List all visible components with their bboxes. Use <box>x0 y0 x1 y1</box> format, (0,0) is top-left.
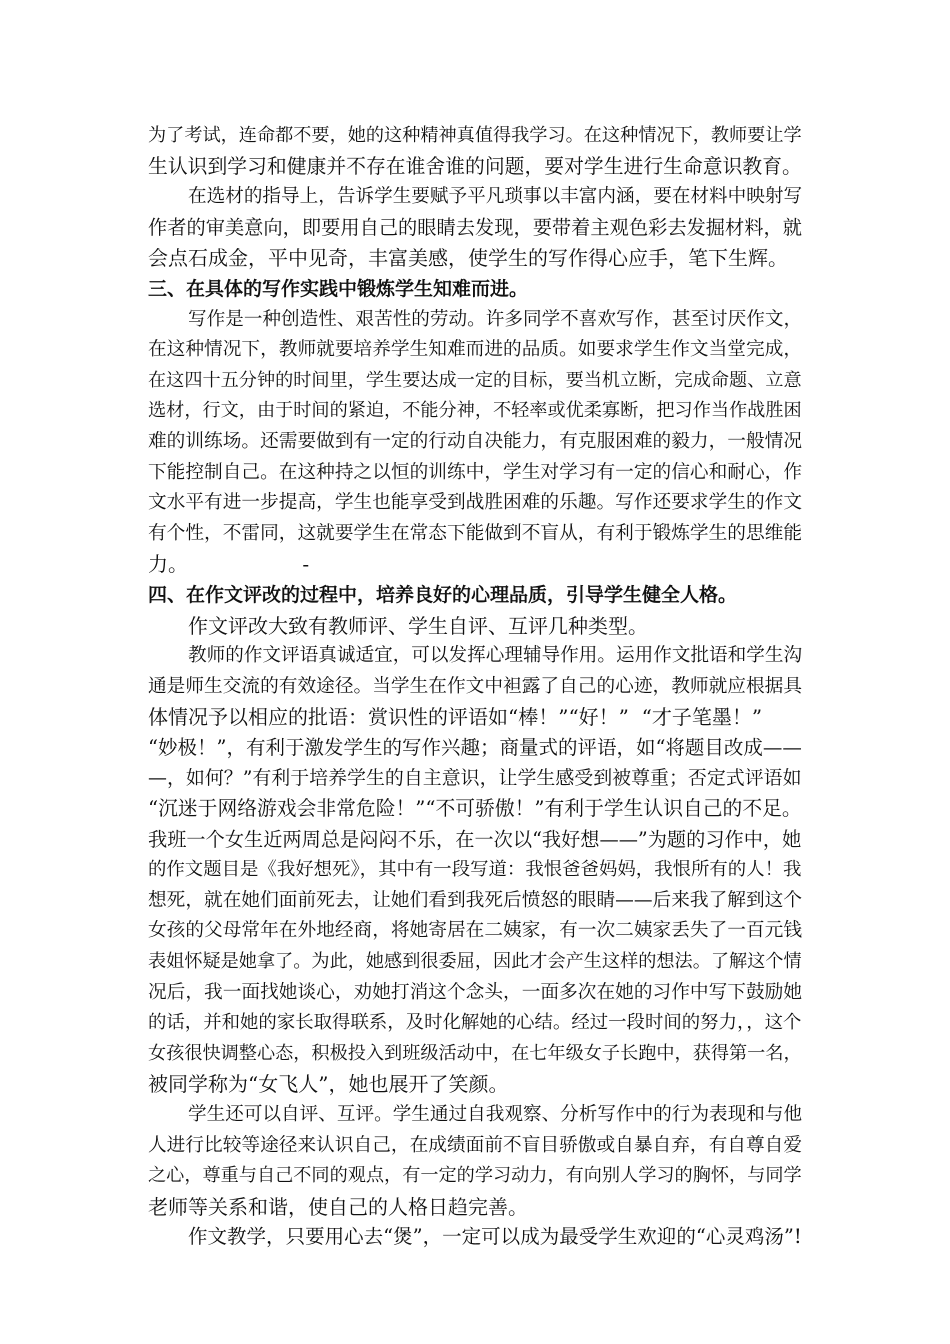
text-line: 女孩很快调整心态，积极投入到班级活动中，在七年级女子长跑中，获得第一名， <box>148 1042 802 1064</box>
text-line: 老师等关系和谐，使自己的人格日趋完善。 <box>148 1194 528 1219</box>
text-line: 通是师生交流的有效途径。当学生在作文中袒露了自己的心迹，教师就应根据具 <box>148 675 802 697</box>
text-line: 作文评改大致有教师评、学生自评、互评几种类型。 <box>188 613 648 638</box>
text-line: 教师的作文评语真诚适宜，可以发挥心理辅导作用。运用作文批语和学生沟 <box>188 645 802 667</box>
text-line: 在选材的指导上，告诉学生要赋予平凡琐事以丰富内涵，要在材料中映射写 <box>188 186 802 208</box>
text-line: 之心，尊重与自己不同的观点，有一定的学习动力，有向别人学习的胸怀，与同学 <box>148 1165 802 1187</box>
text-line: 况后，我一面找她谈心，劝她打消这个念头，一面多次在她的习作中写下鼓励她 <box>148 981 802 1003</box>
section-heading: 四、在作文评改的过程中，培养良好的心理品质，引导学生健全人格。 <box>148 583 738 606</box>
section-heading: 三、在具体的写作实践中锻炼学生知难而进。 <box>148 277 529 300</box>
text-line: 下能控制自己。在这种持之以恒的训练中，学生对学习有一定的信心和耐心，作 <box>148 461 802 483</box>
text-line: “妙极！”，有利于激发学生的写作兴趣；商量式的评语，如“将题目改成—— <box>148 735 802 759</box>
text-line: 的作文题目是《我好想死》，其中有一段写道：我恨爸爸妈妈，我恨所有的人！我 <box>148 859 802 881</box>
text-line: 作者的审美意向，即要用自己的眼睛去发现，要带着主观色彩去发掘材料，就 <box>148 215 802 239</box>
text-line: 难的训练场。还需要做到有一定的行动自决能力，有克服困难的毅力，一般情况 <box>148 430 802 452</box>
text-line: 写作是一种创造性、艰苦性的劳动。许多同学不喜欢写作，甚至讨厌作文， <box>188 308 802 330</box>
text-line: 的话，并和她的家长取得联系，及时化解她的心结。经过一段时间的努力，，这个 <box>148 1012 802 1034</box>
text-line: 力。 - <box>148 552 310 577</box>
text-line: 人进行比较等途径来认识自己，在成绩面前不盲目骄傲或自暴自弃，有自尊自爱 <box>148 1134 802 1156</box>
text-line: 被同学称为“女飞人”，她也展开了笑颜。 <box>148 1072 509 1097</box>
text-line: 文水平有进一步提高，学生也能享受到战胜困难的乐趣。写作还要求学生的作文 <box>148 492 802 514</box>
text-line: 在这四十五分钟的时间里，学生要达成一定的目标，要当机立断，完成命题、立意 <box>148 369 802 391</box>
document-page <box>148 121 802 1253</box>
text-line: 作文教学，只要用心去“煲”，一定可以成为最受学生欢迎的“心灵鸡汤”! <box>188 1225 802 1249</box>
text-line: 生认识到学习和健康并不存在谁舍谁的问题，要对学生进行生命意识教育。 <box>148 154 802 178</box>
text-line: 体情况予以相应的批语：赏识性的评语如“棒！”“好！” “才子笔墨！” <box>148 705 763 730</box>
text-line: 会点石成金，平中见奇，丰富美感，使学生的写作得心应手，笔下生辉。 <box>148 246 788 271</box>
text-line: 为了考试，连命都不要，她的这种精神真值得我学习。在这种情况下，教师要让学 <box>148 125 802 146</box>
text-line: —，如何？”有利于培养学生的自主意识，让学生感受到被尊重；否定式评语如 <box>148 767 802 790</box>
text-line: 想死，就在她们面前死去，让她们看到我死后愤怒的眼睛——后来我了解到这个 <box>148 889 802 911</box>
text-line: 表姐怀疑是她拿了。为此，她感到很委屈，因此才会产生这样的想法。了解这个情 <box>148 951 802 973</box>
text-line: 在这种情况下，教师就要培养学生知难而进的品质。如要求学生作文当堂完成， <box>148 339 802 361</box>
text-line: 学生还可以自评、互评。学生通过自我观察、分析写作中的行为表现和与他 <box>188 1104 802 1125</box>
text-line: “沉迷于网络游戏会非常危险！”“不可骄傲！”有利于学生认识自己的不足。 <box>148 797 802 821</box>
text-line: 我班一个女生近两周总是闷闷不乐，在一次以“我好想——”为题的习作中，她 <box>148 827 802 851</box>
text-line: 选材，行文，由于时间的紧迫，不能分神，不轻率或优柔寡断，把习作当作战胜困 <box>148 400 802 422</box>
text-line: 有个性，不雷同，这就要学生在常态下能做到不盲从，有利于锻炼学生的思维能 <box>148 522 802 544</box>
text-line: 女孩的父母常年在外地经商，将她寄居在二姨家，有一次二姨家丢失了一百元钱 <box>148 920 802 942</box>
